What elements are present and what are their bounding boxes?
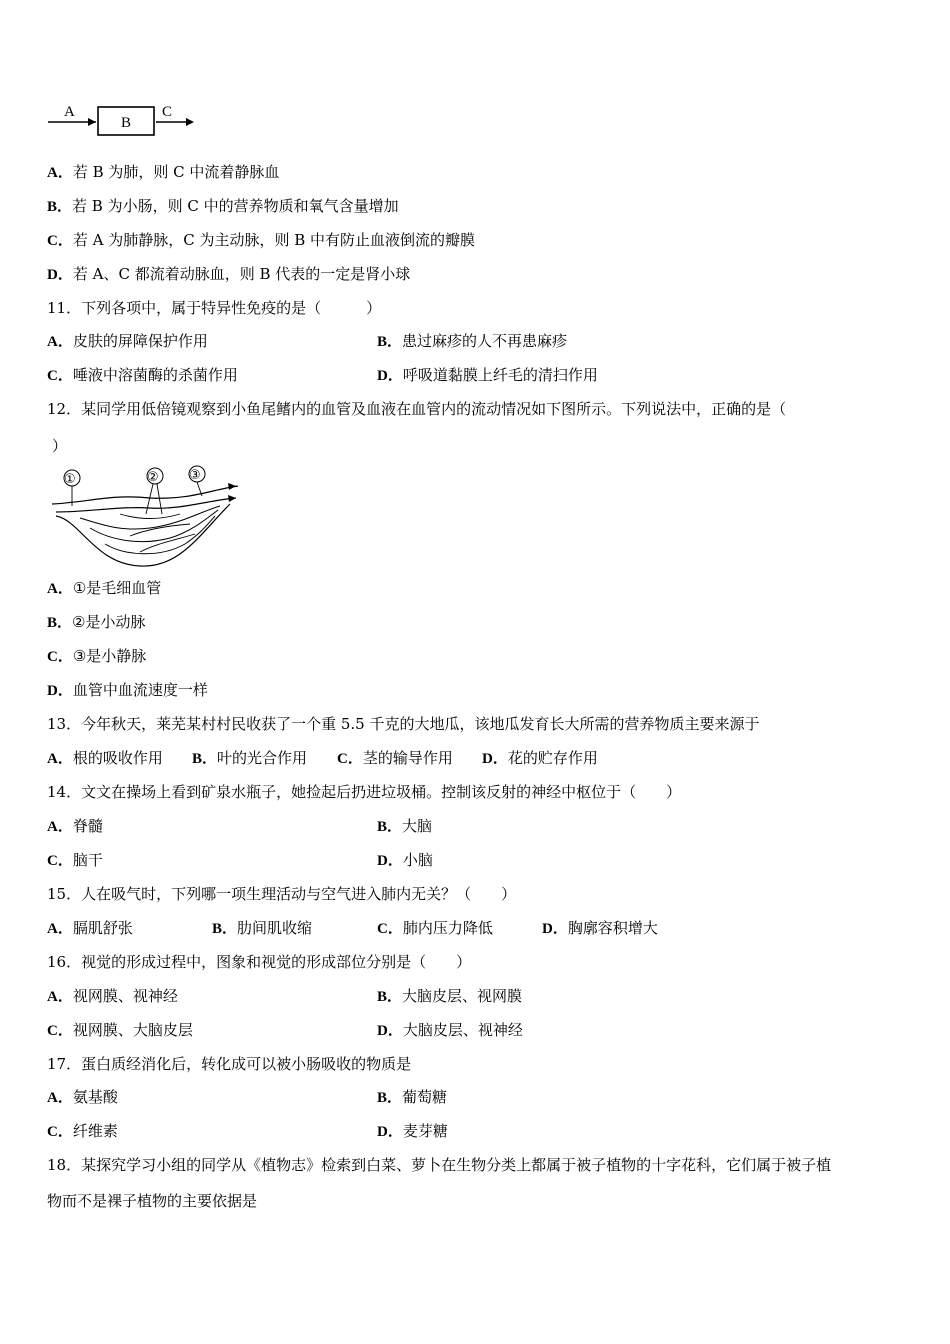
q11-option-a: A．皮肤的屏障保护作用	[47, 332, 208, 350]
q16-option-a: A．视网膜、视神经	[47, 987, 178, 1005]
q10-option-d: D．若 A、C 都流着动脉血，则 B 代表的一定是肾小球	[47, 265, 411, 283]
q15-stem: 15．人在吸气时，下列哪一项生理活动与空气进入肺内无关？（ ）	[47, 885, 517, 903]
q16-option-c: C．视网膜、大脑皮层	[47, 1021, 193, 1039]
q14-option-c: C．脑干	[47, 851, 103, 869]
q17-option-c: C．纤维素	[47, 1122, 118, 1140]
q17-stem: 17．蛋白质经消化后，转化成可以被小肠吸收的物质是	[47, 1055, 412, 1073]
q13-option-d: D．花的贮存作用	[482, 749, 598, 767]
q11-option-c: C．唾液中溶菌酶的杀菌作用	[47, 366, 238, 384]
q12-stem-line1: 12．某同学用低倍镜观察到小鱼尾鳍内的血管及血液在血管内的流动情况如下图所示。下列说法中，正确的是（	[47, 400, 787, 418]
q15-option-a: A．膈肌舒张	[47, 919, 133, 937]
q13-option-c: C．茎的输导作用	[337, 749, 453, 767]
q17-option-d: D．麦芽糖	[377, 1122, 448, 1140]
fig1-label-c: C	[162, 104, 173, 120]
q12-option-c: C．③是小静脉	[47, 647, 147, 665]
fig1-label-b: B	[121, 115, 132, 131]
q15-option-d: D．胸廓容积增大	[542, 919, 658, 937]
q11-option-b: B．患过麻疹的人不再患麻疹	[377, 332, 568, 350]
blood-vessel-diagram	[50, 464, 240, 574]
q14-option-a: A．脊髓	[47, 817, 103, 835]
q14-stem: 14．文文在操场上看到矿泉水瓶子，她捡起后扔进垃圾桶。控制该反射的神经中枢位于（ ）	[47, 783, 682, 801]
q13-option-b: B．叶的光合作用	[192, 749, 308, 767]
q10-option-c: C．若 A 为肺静脉，C 为主动脉，则 B 中有防止血液倒流的瓣膜	[47, 231, 476, 249]
fig2-label-3: ③	[189, 468, 201, 483]
q17-option-a: A．氨基酸	[47, 1088, 118, 1106]
q12-stem-line2: ）	[52, 437, 68, 455]
fig2-label-2: ②	[147, 470, 159, 485]
q12-option-b: B．②是小动脉	[47, 613, 146, 631]
q18-stem-line1: 18．某探究学习小组的同学从《植物志》检索到白菜、萝卜在生物分类上都属于被子植物的十字花科，它们属于被子植	[47, 1156, 832, 1174]
q12-option-a: A．①是毛细血管	[47, 579, 162, 597]
q13-stem: 13．今年秋天，莱芜某村村民收获了一个重 5.5 千克的大地瓜，该地瓜发育长大所需的营养物质主要来源于	[47, 715, 760, 733]
q11-option-d: D．呼吸道黏膜上纤毛的清扫作用	[377, 366, 598, 384]
q16-option-d: D．大脑皮层、视神经	[377, 1021, 523, 1039]
q12-option-d: D．血管中血流速度一样	[47, 681, 208, 699]
q10-option-a: A．若 B 为肺，则 C 中流着静脉血	[47, 163, 280, 181]
fig1-label-a: A	[64, 104, 75, 120]
q15-option-b: B．肋间肌收缩	[212, 919, 313, 937]
fig2-label-1: ①	[64, 472, 76, 487]
q11-stem: 11．下列各项中，属于特异性免疫的是（ ）	[47, 299, 382, 317]
q16-option-b: B．大脑皮层、视网膜	[377, 987, 523, 1005]
q10-option-b: B．若 B 为小肠，则 C 中的营养物质和氧气含量增加	[47, 197, 399, 215]
q15-option-c: C．肺内压力降低	[377, 919, 493, 937]
q16-stem: 16．视觉的形成过程中，图象和视觉的形成部位分别是（ ）	[47, 953, 472, 971]
q18-stem-line2: 物而不是裸子植物的主要依据是	[47, 1192, 258, 1210]
q17-option-b: B．葡萄糖	[377, 1088, 448, 1106]
q14-option-d: D．小脑	[377, 851, 433, 869]
q13-option-a: A．根的吸收作用	[47, 749, 163, 767]
flow-diagram-abc	[44, 96, 204, 141]
q14-option-b: B．大脑	[377, 817, 433, 835]
